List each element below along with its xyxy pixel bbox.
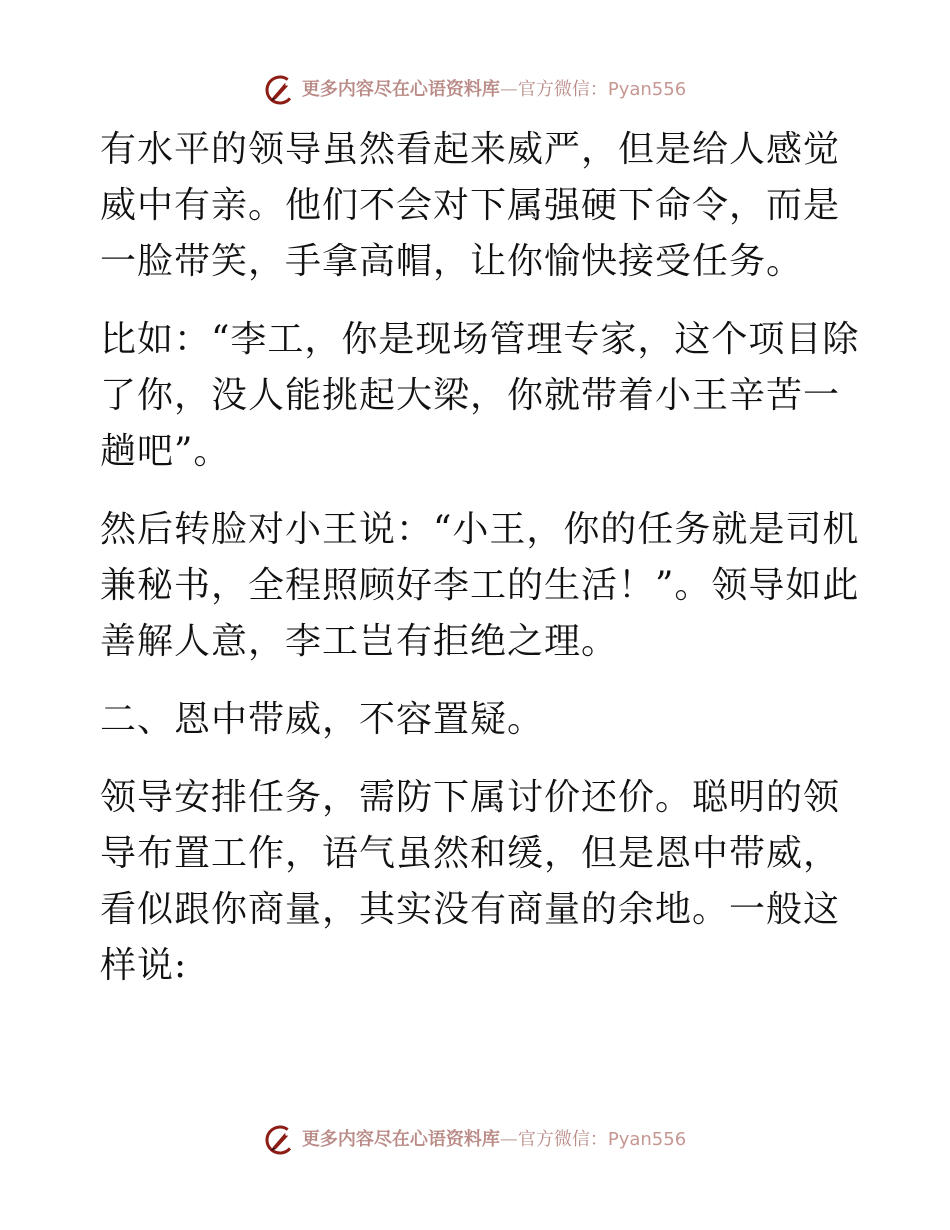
- paragraph-1: 有水平的领导虽然看起来威严，但是给人感觉威中有亲。他们不会对下属强硬下命令，而是一脸带笑，手拿高帽，让你愉快接受任务。: [100, 129, 841, 282]
- footer-brand: 更多内容尽在心语资料库: [301, 1129, 500, 1150]
- header-dash: —: [499, 79, 518, 100]
- footer-dash: —: [499, 1129, 518, 1150]
- paragraph-2: 比如：“李工，你是现场管理专家，这个项目除了你，没人能挑起大梁，你就带着小王辛苦一趟吧”。: [100, 319, 860, 472]
- footer-wechat-id: Pyan556: [607, 1129, 687, 1150]
- header-wechat-label: 官方微信：: [517, 79, 608, 100]
- footer-watermark: [0, 1120, 950, 1160]
- header-wechat-id: Pyan556: [607, 79, 687, 100]
- footer-wechat-label: 官方微信：: [517, 1129, 608, 1150]
- header-brand: 更多内容尽在心语资料库: [301, 79, 500, 100]
- header-watermark: [0, 70, 950, 110]
- pen-logo-icon: [264, 74, 296, 106]
- paragraph-4: 领导安排任务，需防下属讨价还价。聪明的领导布置工作，语气虽然和缓，但是恩中带威，看似跟你商量，其实没有商量的余地。一般这样说:: [100, 777, 841, 986]
- paragraph-3: 然后转脸对小王说：“小王，你的任务就是司机兼秘书，全程照顾好李工的生活！”。领导如此善解人意，李工岂有拒绝之理。: [100, 509, 860, 662]
- section-heading: 二、恩中带威，不容置疑。: [100, 699, 545, 740]
- document-body: [100, 122, 860, 1016]
- pen-logo-icon: [264, 1124, 296, 1156]
